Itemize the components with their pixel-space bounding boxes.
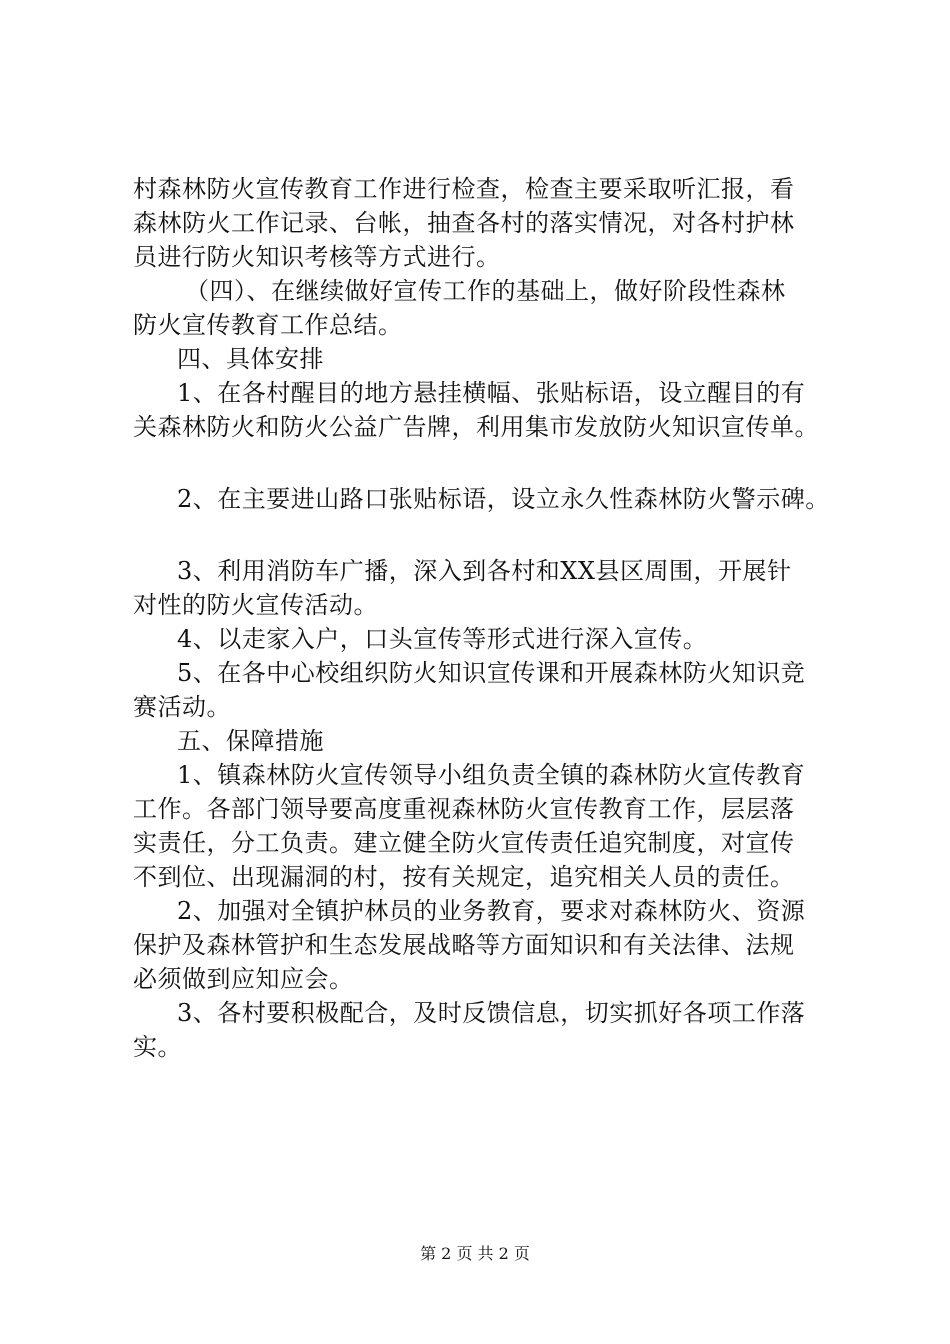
text-line: 防火宣传教育工作总结。 <box>133 311 403 339</box>
text-line: 对性的防火宣传活动。 <box>133 591 378 619</box>
text-line: 村森林防火宣传教育工作进行检查，检查主要采取听汇报，看 <box>133 175 795 203</box>
text-line: 1、在各村醒目的地方悬挂横幅、张贴标语，设立醒目的有 <box>177 379 806 407</box>
text-line: 赛活动。 <box>133 693 231 721</box>
text-line: 工作。各部门领导要高度重视森林防火宣传教育工作，层层落 <box>133 795 795 823</box>
page-footer: 第 2 页 共 2 页 <box>420 1244 530 1263</box>
text-line: 森林防火工作记录、台帐，抽查各村的落实情况，对各村护林 <box>133 209 795 237</box>
blank-line <box>133 444 853 482</box>
text-line: 3、各村要积极配合，及时反馈信息，切实抓好各项工作落 <box>177 999 806 1027</box>
text-line: 5、在各中心校组织防火知识宣传课和开展森林防火知识竞 <box>177 659 806 687</box>
section-heading: 四、具体安排 <box>177 345 324 373</box>
text-line: 员进行防火知识考核等方式进行。 <box>133 243 501 271</box>
document-body <box>133 172 853 1064</box>
text-line: 4、以走家入户，口头宣传等形式进行深入宣传。 <box>177 625 708 653</box>
text-line: 1、镇森林防火宣传领导小组负责全镇的森林防火宣传教育 <box>177 761 806 789</box>
text-line: 实。 <box>133 1033 182 1061</box>
text-line: 保护及森林管护和生态发展战略等方面知识和有关法律、法规 <box>133 931 795 959</box>
text-line: 实责任，分工负责。建立健全防火宣传责任追究制度，对宣传 <box>133 829 795 857</box>
section-heading: 五、保障措施 <box>177 727 324 755</box>
blank-line <box>133 516 853 554</box>
text-line: 关森林防火和防火公益广告牌，利用集市发放防火知识宣传单。 <box>133 413 819 441</box>
text-line: 必须做到应知应会。 <box>133 965 354 993</box>
text-line: 2、在主要进山路口张贴标语，设立永久性森林防火警示碑。 <box>177 485 830 513</box>
text-line: （四）、在继续做好宣传工作的基础上，做好阶段性森林 <box>185 277 786 305</box>
text-line: 不到位、出现漏洞的村，按有关规定，追究相关人员的责任。 <box>133 863 795 891</box>
text-line: 2、加强对全镇护林员的业务教育，要求对森林防火、资源 <box>177 897 806 925</box>
text-line: 3、利用消防车广播，深入到各村和XX县区周围，开展针 <box>177 557 792 585</box>
